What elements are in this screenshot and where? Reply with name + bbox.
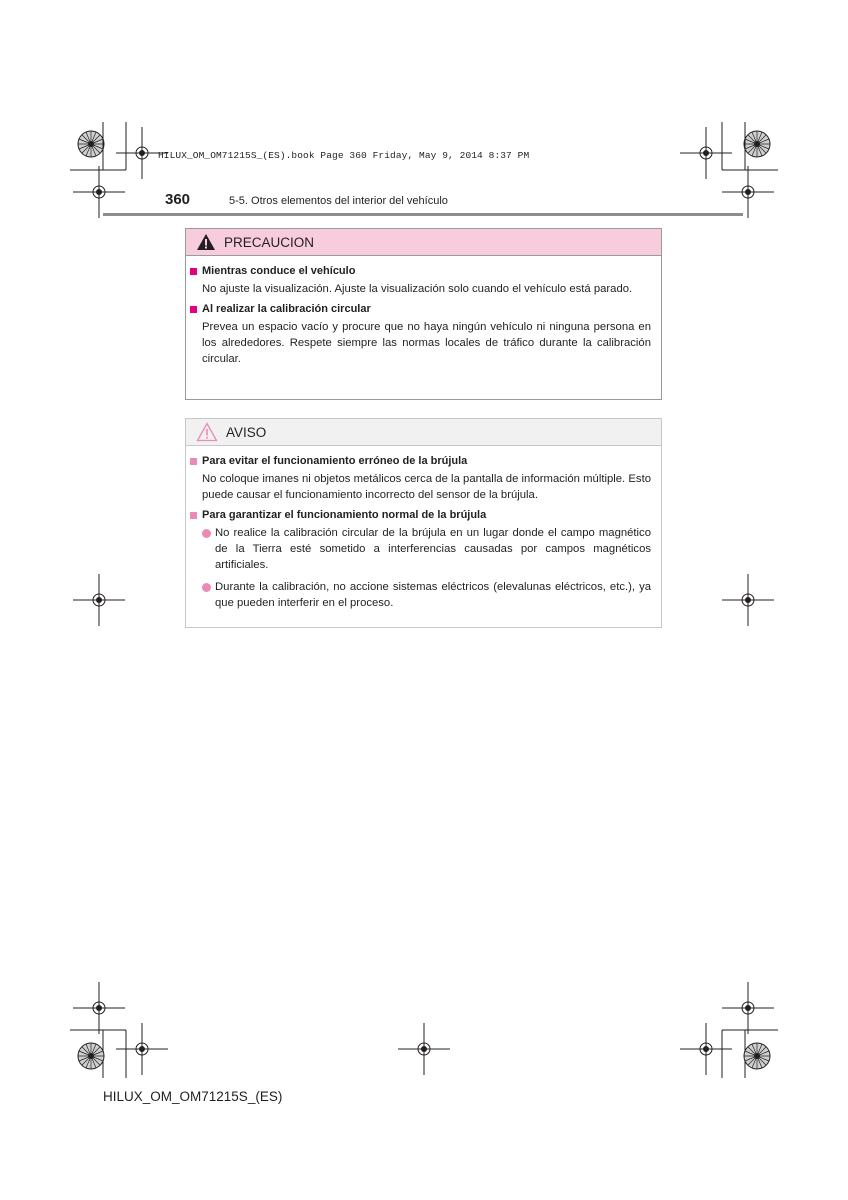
- circle-bullet-icon: [202, 583, 211, 592]
- caution-box: [185, 228, 662, 400]
- caution-item-text: No ajuste la visualización. Ajuste la visualización solo cuando el vehículo está parado.: [202, 283, 633, 295]
- notice-item-title-text: Para evitar el funcionamiento erróneo de la brújula: [202, 455, 468, 467]
- caution-heading: PRECAUCION: [224, 234, 315, 250]
- notice-bullet: [202, 579, 651, 611]
- caution-item-title: [190, 265, 651, 277]
- notice-bullet-text: Durante la calibración, no accione sistemas eléctricos (elevalunas eléctricos, etc.), ya que pueden interferir en el proceso.: [215, 581, 651, 609]
- header-divider: [103, 213, 743, 216]
- notice-header: [186, 419, 661, 446]
- page-number: 360: [165, 191, 191, 208]
- print-slug-header: HILUX_OM_OM71215S_(ES).book Page 360 Friday, May 9, 2014 8:37 PM: [158, 150, 530, 161]
- circle-bullet-icon: [202, 529, 211, 538]
- notice-body: [186, 446, 661, 611]
- notice-box: [185, 418, 662, 628]
- caution-item-title: [190, 303, 651, 315]
- section-title: 5-5. Otros elementos del interior del vehículo: [229, 195, 448, 207]
- caution-item-title-text: Al realizar la calibración circular: [202, 303, 371, 315]
- notice-item-title: [190, 455, 651, 467]
- notice-bullet-text: No realice la calibración circular de la brújula en un lugar donde el campo magnético de la Tierra esté sometido a interferencias causadas por campos magnéticos artificiales.: [215, 527, 651, 571]
- warning-triangle-icon: [196, 233, 216, 251]
- caution-body: [186, 256, 661, 367]
- caution-header: [186, 229, 661, 256]
- notice-item-title: [190, 509, 651, 521]
- footer-document-id: HILUX_OM_OM71215S_(ES): [103, 1089, 283, 1104]
- caution-item-title-text: Mientras conduce el vehículo: [202, 265, 356, 277]
- square-bullet-icon: [190, 512, 197, 519]
- notice-bullet: [202, 525, 651, 573]
- notice-heading: AVISO: [226, 424, 267, 440]
- notice-item-text: No coloque imanes ni objetos metálicos cerca de la pantalla de información múltiple. Esto puede causar el funcionamiento incorrecto del sensor de la brújula.: [202, 473, 651, 501]
- notice-triangle-icon: [196, 422, 218, 442]
- square-bullet-icon: [190, 268, 197, 275]
- notice-item-title-text: Para garantizar el funcionamiento normal de la brújula: [202, 509, 487, 521]
- caution-item-text: Prevea un espacio vacío y procure que no haya ningún vehículo ni ninguna persona en los alrededores. Respete siempre las normas locales de tráfico durante la calibración circular.: [202, 321, 651, 365]
- square-bullet-icon: [190, 306, 197, 313]
- square-bullet-icon: [190, 458, 197, 465]
